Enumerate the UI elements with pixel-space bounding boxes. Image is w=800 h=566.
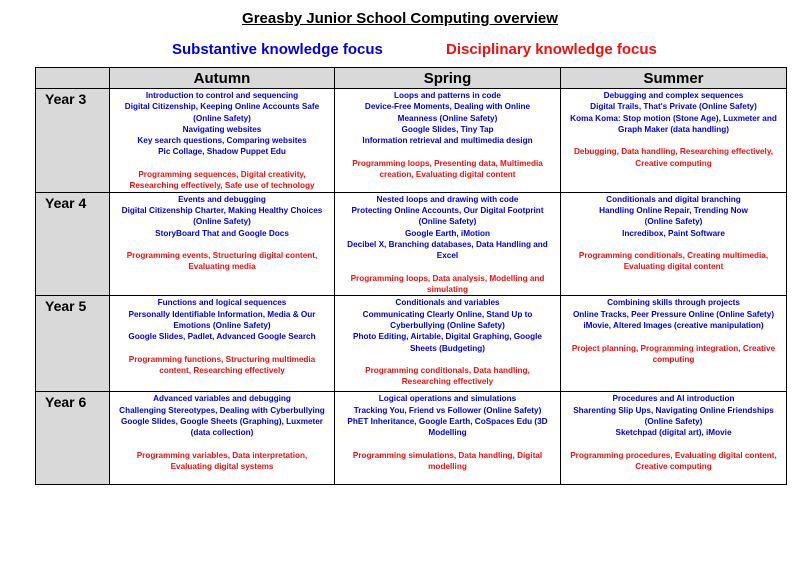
substantive-line: Navigating websites — [182, 124, 262, 134]
disciplinary-line: computing — [652, 354, 695, 364]
spacer — [564, 239, 783, 250]
unit-heading: Advanced variables and debugging — [153, 394, 291, 404]
substantive-line: StoryBoard That and Google Docs — [155, 228, 289, 238]
spacer — [338, 439, 557, 450]
substantive-line: (Online Safety) — [193, 217, 251, 227]
unit-heading: Conditionals and digital branching — [606, 194, 741, 204]
substantive-line: Incredibox, Paint Software — [622, 228, 725, 238]
unit-heading: Functions and logical sequences — [157, 298, 287, 308]
unit-heading: Introduction to control and sequencing — [145, 91, 299, 100]
disciplinary-line: content, Researching effectively — [159, 366, 285, 376]
substantive-line: Google Slides, Google Sheets (Graphing), Luxmeter — [121, 416, 323, 426]
cell-spring — [335, 296, 561, 392]
disciplinary-line: Evaluating digital content — [623, 262, 724, 272]
unit-heading: Procedures and AI introduction — [612, 394, 735, 404]
disciplinary-line: Programming sequences, Digital creativity, — [138, 170, 306, 180]
table-row — [36, 392, 787, 485]
spacer — [113, 343, 331, 354]
substantive-line: (Online Safety) — [193, 113, 251, 123]
disciplinary-line: modelling — [428, 462, 467, 472]
year-label: Year 6 — [36, 392, 110, 485]
disciplinary-line: Researching effectively, Safe use of technology — [129, 181, 315, 191]
substantive-line: PhET Inheritance, Google Earth, CoSpaces Edu (3D — [347, 416, 548, 426]
column-header-summer: Summer — [561, 68, 787, 89]
spacer — [564, 135, 783, 146]
substantive-line: Sharenting Slip Ups, Navigating Online Friendships — [573, 405, 774, 415]
spacer — [113, 158, 331, 169]
disciplinary-line: Programming loops, Presenting data, Multimedia — [352, 158, 543, 168]
substantive-line: Communicating Clearly Online, Stand Up to — [362, 309, 533, 319]
page-title: Greasby Junior School Computing overview — [242, 10, 558, 27]
cell-spring — [335, 392, 561, 485]
year-label: Year 4 — [36, 192, 110, 296]
substantive-line: Device-Free Moments, Dealing with Online — [364, 102, 531, 112]
substantive-line: Online Tracks, Peer Pressure Online (Online Safety) — [572, 309, 775, 319]
cell-autumn — [110, 392, 335, 485]
substantive-line: Digital Citizenship Charter, Making Healthy Choices — [121, 205, 323, 215]
disciplinary-line: Programming loops, Data analysis, Modelling and — [350, 273, 545, 283]
unit-heading: Nested loops and drawing with code — [376, 194, 519, 204]
substantive-line: Digital Trails, That's Private (Online Safety) — [590, 102, 757, 112]
substantive-line: Modelling — [428, 428, 467, 438]
corner-cell — [36, 68, 110, 89]
disciplinary-line: Programming variables, Data interpretation, — [136, 450, 308, 460]
year-label: Year 5 — [36, 296, 110, 392]
substantive-line: Personally Identifiable Information, Media & Our — [128, 309, 316, 319]
disciplinary-line: Programming conditionals, Creating multimedia, — [578, 251, 769, 261]
disciplinary-line: creation, Evaluating digital content — [379, 170, 516, 180]
substantive-line: Decibel X, Branching databases, Data Handling and — [347, 239, 548, 249]
spacer — [338, 146, 557, 157]
substantive-line: Digital Citizenship, Keeping Online Accounts Safe — [124, 102, 320, 112]
disciplinary-line: Programming procedures, Evaluating digital content, — [570, 450, 777, 460]
spacer — [338, 354, 557, 365]
spacer — [564, 331, 783, 342]
table-body — [36, 89, 787, 485]
substantive-line: Excel — [436, 251, 459, 261]
column-header-autumn: Autumn — [110, 68, 335, 89]
substantive-line: Protecting Online Accounts, Our Digital Footprint — [351, 205, 544, 215]
substantive-line: Graph Maker (data handling) — [618, 124, 729, 134]
header-row — [36, 68, 787, 89]
disciplinary-line: Evaluating media — [188, 262, 256, 272]
substantive-line: Google Slides, Tiny Tap — [401, 124, 494, 134]
cell-spring — [335, 89, 561, 193]
spacer — [113, 239, 331, 250]
substantive-line: Challenging Stereotypes, Dealing with Cyberbullying — [119, 405, 325, 415]
year-label: Year 3 — [36, 89, 110, 193]
substantive-line: Handling Online Repair, Trending Now — [599, 205, 748, 215]
substantive-line: (data collection) — [190, 428, 254, 438]
cell-summer — [561, 296, 787, 392]
disciplinary-line: Evaluating digital systems — [170, 462, 274, 472]
cell-spring — [335, 192, 561, 296]
disciplinary-line: simulating — [427, 285, 468, 295]
cell-summer — [561, 392, 787, 485]
substantive-line: Key search questions, Comparing websites — [137, 136, 307, 146]
unit-heading: Conditionals and variables — [395, 298, 500, 308]
column-header-spring: Spring — [335, 68, 561, 89]
spacer — [338, 261, 557, 272]
substantive-line: Photo Editing, Airtable, Digital Graphing, Google — [353, 332, 542, 342]
cell-autumn — [110, 89, 335, 193]
table-row — [36, 192, 787, 296]
substantive-line: (Online Safety) — [644, 416, 703, 426]
spacer — [564, 439, 783, 450]
disciplinary-legend: Disciplinary knowledge focus — [446, 41, 657, 58]
disciplinary-line: Project planning, Programming integration, Creative — [571, 343, 776, 353]
substantive-line: Google Slides, Padlet, Advanced Google Search — [128, 332, 316, 342]
substantive-line: Emotions (Online Safety) — [173, 320, 271, 330]
substantive-line: Koma Koma: Stop motion (Stone Age), Luxmeter and — [570, 113, 777, 123]
unit-heading: Events and debugging — [178, 194, 266, 204]
disciplinary-line: Researching effectively — [401, 377, 494, 387]
unit-heading: Debugging and complex sequences — [603, 91, 744, 100]
substantive-line: Tracking You, Friend vs Follower (Online Safety) — [353, 405, 542, 415]
disciplinary-line: Creative computing — [635, 158, 712, 168]
cell-summer — [561, 89, 787, 193]
disciplinary-line: Programming conditionals, Data handling, — [365, 366, 530, 376]
substantive-line: iMovie, Altered Images (creative manipulation) — [583, 320, 764, 330]
disciplinary-line: Programming functions, Structuring multimedia — [128, 354, 316, 364]
substantive-line: (Online Safety) — [418, 217, 477, 227]
substantive-line: (Online Safety) — [644, 217, 703, 227]
disciplinary-line: Programming events, Structuring digital content, — [126, 251, 318, 261]
substantive-line: Sketchpad (digital art), iMovie — [615, 428, 732, 438]
cell-summer — [561, 192, 787, 296]
substantive-line: Sheets (Budgeting) — [409, 343, 486, 353]
substantive-line: Information retrieval and multimedia design — [362, 136, 533, 146]
substantive-line: Google Earth, iMotion — [404, 228, 491, 238]
cell-autumn — [110, 192, 335, 296]
cell-autumn — [110, 296, 335, 392]
unit-heading: Combining skills through projects — [607, 298, 740, 308]
substantive-line: Cyberbullying (Online Safety) — [390, 320, 505, 330]
spacer — [113, 439, 331, 450]
disciplinary-line: Creative computing — [635, 462, 712, 472]
substantive-line: Meanness (Online Safety) — [397, 113, 498, 123]
substantive-line: Pic Collage, Shadow Puppet Edu — [158, 147, 286, 157]
disciplinary-line: Debugging, Data handling, Researching effectively, — [573, 147, 774, 157]
unit-heading: Loops and patterns in code — [394, 91, 501, 100]
unit-heading: Logical operations and simulations — [378, 394, 517, 404]
table-row — [36, 296, 787, 392]
disciplinary-line: Programming simulations, Data handling, Digital — [352, 450, 543, 460]
overview-table — [35, 67, 787, 485]
table-row — [36, 89, 787, 193]
substantive-legend: Substantive knowledge focus — [172, 41, 383, 58]
